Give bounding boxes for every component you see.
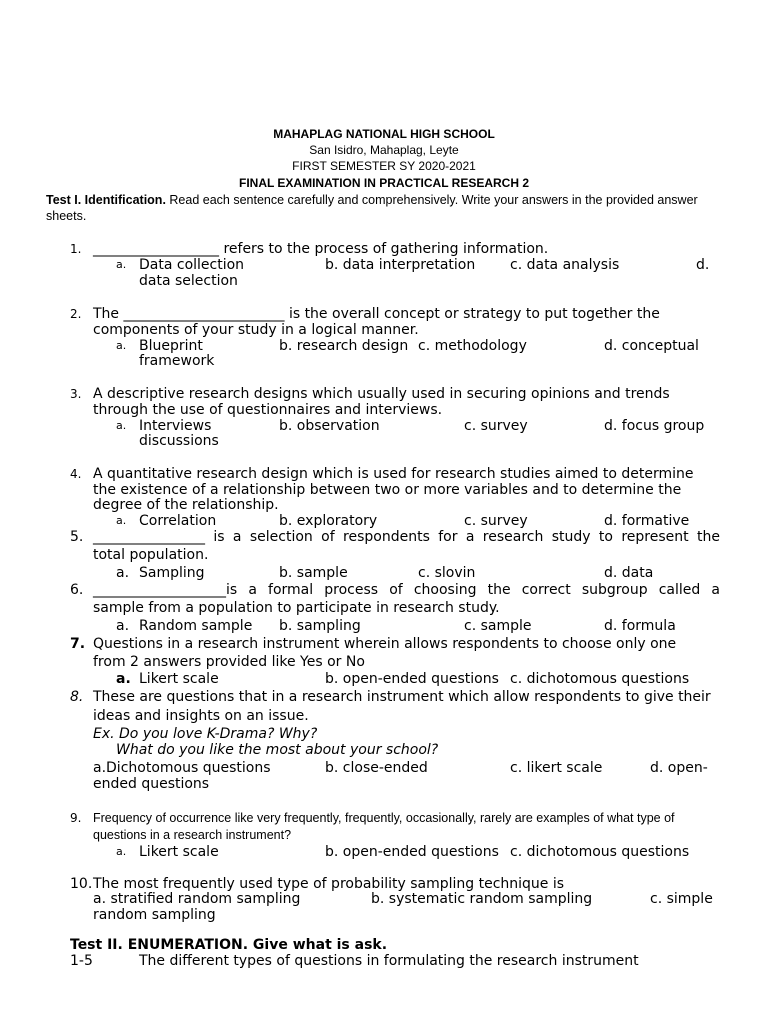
test1-title: Test I. Identification. [46, 193, 166, 207]
option-letter: a. [116, 618, 130, 634]
option-b: b. research design [279, 338, 409, 354]
option-a: Random sample [139, 618, 253, 634]
option-d-wrap: ended questions [93, 776, 210, 792]
test2-title: Test II. ENUMERATION. Give what is ask. [70, 937, 388, 953]
semester-line: FIRST SEMESTER SY 2020-2021 [292, 159, 476, 173]
option-c: c. survey [464, 418, 528, 434]
question-text: A descriptive research designs which usually used in securing opinions and trends [93, 386, 670, 402]
option-d: d. conceptual [604, 338, 699, 354]
school-name: MAHAPLAG NATIONAL HIGH SCHOOL [273, 127, 495, 141]
question-text: ________________ is a selection of respondents for a research study to represent the [93, 529, 720, 545]
question-text: A quantitative research design which is used for research studies aimed to determine [93, 466, 694, 482]
option-d: d. [696, 257, 710, 273]
option-a: a. stratified random sampling [93, 891, 301, 907]
question-text-cont: through the use of questionnaires and interviews. [93, 402, 443, 418]
example-2: What do you like the most about your school? [116, 742, 439, 758]
question-text: The most frequently used type of probability sampling technique is [93, 876, 565, 892]
option-c: c. sample [464, 618, 532, 634]
test1-instructions-text: Read each sentence carefully and comprehensively. Write your answers in the provided answer [165, 193, 698, 207]
option-c: c. dichotomous questions [510, 844, 690, 860]
option-d-wrap: discussions [139, 433, 219, 449]
question-text-cont: total population. [93, 547, 209, 563]
question-number: 6. [70, 582, 84, 598]
question-text-cont: degree of the relationship. [93, 497, 279, 513]
option-d: d. data [604, 565, 654, 581]
question-text: __________________ refers to the process of gathering information. [93, 241, 549, 257]
option-letter: a. [116, 845, 127, 858]
question-text-cont: components of your study in a logical manner. [93, 322, 419, 338]
question-text-cont: sample from a population to participate in research study. [93, 600, 500, 616]
option-letter: a. [116, 339, 127, 352]
question-text: Frequency of occurrence like very frequently, frequently, occasionally, rarely are examples of what type of [93, 811, 675, 825]
option-c: c. likert scale [510, 760, 603, 776]
test1-instructions [46, 192, 698, 208]
option-letter: a. [116, 419, 127, 432]
option-b: b. sampling [279, 618, 361, 634]
option-b: b. exploratory [279, 513, 378, 529]
option-a: Blueprint [139, 338, 203, 354]
question-text: The _______________________ is the overall concept or strategy to put together the [93, 306, 660, 322]
option-c: c. data analysis [510, 257, 620, 273]
option-a: a.Dichotomous questions [93, 760, 271, 776]
option-a: Likert scale [139, 671, 219, 687]
test2-item-text: The different types of questions in formulating the research instrument [139, 953, 639, 969]
option-letter: a. [116, 671, 131, 687]
option-letter: a. [116, 514, 127, 527]
question-text-cont: ideas and insights on an issue. [93, 708, 309, 724]
question-number: 5. [70, 529, 84, 545]
question-number: 9. [70, 811, 82, 825]
option-b: b. open-ended questions [325, 671, 499, 687]
option-a: Data collection [139, 257, 245, 273]
option-b: b. sample [279, 565, 348, 581]
option-d-wrap: framework [139, 353, 215, 369]
option-d: d. open- [650, 760, 708, 776]
option-a: Correlation [139, 513, 217, 529]
school-address: San Isidro, Mahaplag, Leyte [309, 143, 459, 157]
option-c: c. methodology [418, 338, 527, 354]
option-a: Likert scale [139, 844, 219, 860]
option-c-wrap: random sampling [93, 907, 216, 923]
option-d: d. formula [604, 618, 676, 634]
question-text-cont: questions in a research instrument? [93, 828, 292, 842]
question-text: ___________________is a formal process of choosing the correct subgroup called a [93, 582, 720, 598]
question-text-cont: from 2 answers provided like Yes or No [93, 654, 365, 670]
option-c: c. slovin [418, 565, 476, 581]
question-number: 4. [70, 467, 82, 481]
question-number: 2. [70, 307, 82, 321]
test1-instructions-cont: sheets. [46, 209, 87, 223]
question-number: 3. [70, 387, 82, 401]
question-text: Questions in a research instrument wherein allows respondents to choose only one [93, 636, 677, 652]
question-number: 7. [70, 636, 86, 652]
question-text: These are questions that in a research instrument which allow respondents to give their [93, 689, 711, 705]
option-letter: a. [116, 565, 130, 581]
option-b: b. close-ended [325, 760, 428, 776]
question-text-cont: the existence of a relationship between two or more variables and to determine the [93, 482, 682, 498]
option-b: b. open-ended questions [325, 844, 499, 860]
option-c: c. survey [464, 513, 528, 529]
question-number: 10. [70, 876, 93, 892]
option-c: c. dichotomous questions [510, 671, 690, 687]
exam-title: FINAL EXAMINATION IN PRACTICAL RESEARCH 2 [238, 176, 529, 190]
option-d: d. focus group [604, 418, 705, 434]
option-c: c. simple [650, 891, 713, 907]
option-b: b. data interpretation [325, 257, 476, 273]
option-b: b. systematic random sampling [371, 891, 593, 907]
option-d: d. formative [604, 513, 690, 529]
option-letter: a. [116, 258, 127, 271]
question-number: 8. [70, 689, 84, 705]
question-number: 1. [70, 242, 82, 256]
example-1: Ex. Do you love K-Drama? Why? [93, 726, 318, 742]
option-a: Interviews [139, 418, 212, 434]
test2-item-number: 1-5 [70, 953, 93, 969]
option-d-wrap: data selection [139, 273, 238, 289]
option-b: b. observation [279, 418, 380, 434]
option-a: Sampling [139, 565, 205, 581]
